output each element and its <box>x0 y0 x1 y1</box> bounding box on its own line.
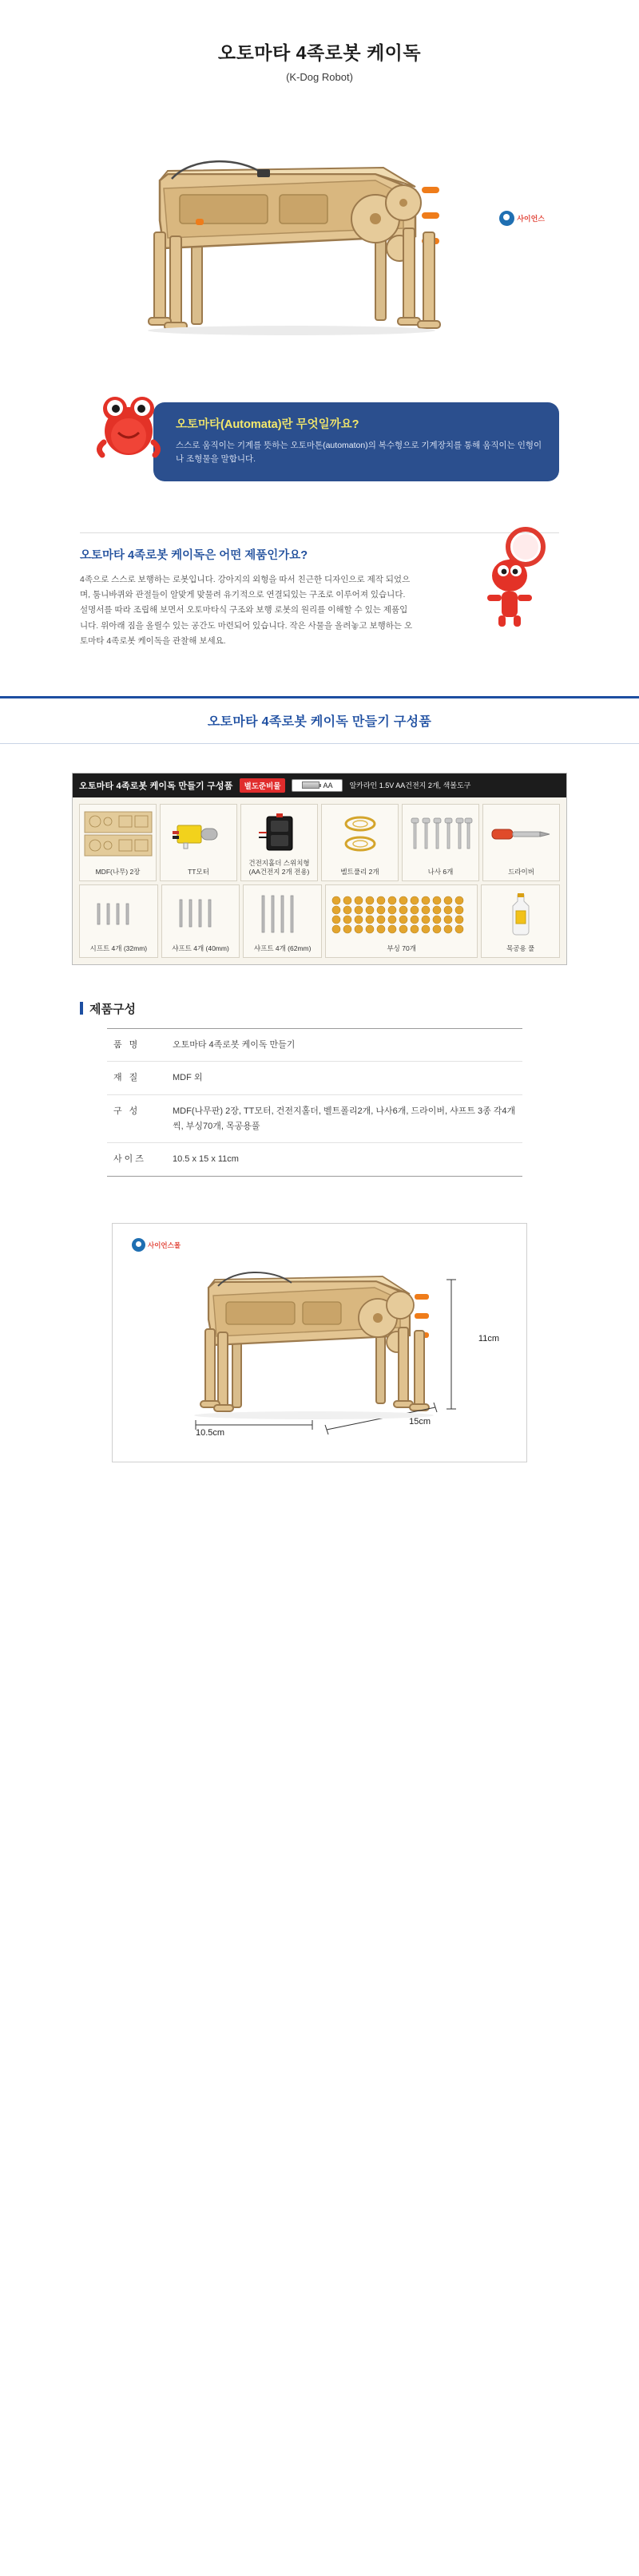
brand-watermark <box>132 1238 181 1252</box>
part-caption: TT모터 <box>188 868 209 876</box>
hero-product-photo <box>0 101 639 340</box>
section-banner-wrap <box>0 696 639 744</box>
part-caption: 벨트풀리 2개 <box>340 868 379 876</box>
robot-dimension-illustration <box>113 1224 526 1462</box>
product-intro-body: 4족으로 스스로 보행하는 로봇입니다. 강아지의 외형을 따서 친근한 디자인으로 제작 되었으며, 툼니바퀴와 관절들이 알맞게 맞물려 유기적으로 연결되있는 구조로 이루어져 있습니다. 설명서를 따라 조립해 보면서 오토마타식 구조와 보행 로봇의 원리를 이해할 수 있는 제품입니다. 위아래 짐을 올릴수 있는 공간도 마련되어 있습니다. 작은 사물을 올려놓고 보행하는 오토마타 4족로봇 케이독을 관찰해 보세요. <box>80 574 413 647</box>
page-title-block <box>0 0 639 83</box>
frog-mascot-icon <box>94 385 163 461</box>
part-caption: 샤프트 4개 (40mm) <box>172 944 229 953</box>
shaft-62-icon <box>249 890 316 940</box>
parts-grid <box>73 797 566 964</box>
spec-table <box>107 1028 522 1177</box>
brand-watermark <box>499 211 545 226</box>
spec-label: 재 질 <box>113 1073 141 1083</box>
section-banner <box>0 696 639 744</box>
product-intro-heading: 오토마타 4족로봇 케이독은 어떤 제품인가요? <box>80 548 308 562</box>
tt-motor-icon <box>173 809 225 859</box>
spec-label: 품 명 <box>113 1039 141 1050</box>
footer-spacer <box>0 1462 639 1534</box>
part-cell-screwdriver <box>482 804 560 881</box>
dimension-width-label: 15cm <box>409 1417 431 1427</box>
battery-chip <box>292 779 343 792</box>
magnifier-icon <box>132 1238 145 1252</box>
spec-title-label: 제품구성 <box>89 1002 136 1016</box>
part-cell-shaft-40 <box>161 884 240 958</box>
spec-value: 10.5 x 15 x 11cm <box>173 1154 239 1165</box>
battery-holder-icon <box>256 809 304 859</box>
part-cell-shaft-62 <box>243 884 322 958</box>
dimension-height-label: 11cm <box>478 1334 499 1344</box>
automata-info-section <box>80 402 559 481</box>
part-caption: 시프트 4개 (32mm) <box>89 944 148 953</box>
part-caption: 샤프트 4개 (62mm) <box>253 944 312 953</box>
part-cell-mdf <box>79 804 157 881</box>
part-cell-screw <box>402 804 479 881</box>
page-title: 오토마타 4족로봇 케이독 <box>217 42 422 63</box>
table-row <box>107 1028 522 1062</box>
spec-section <box>80 1000 559 1177</box>
bushing-icon <box>330 890 474 940</box>
belt-pulley-icon <box>336 809 384 859</box>
part-caption: 목공용 풀 <box>506 944 535 953</box>
part-caption: 드라이버 <box>508 868 534 876</box>
part-cell-shaft-32 <box>79 884 158 958</box>
parts-table-tag: 별도준비물 <box>240 778 286 793</box>
magnifier-man-icon <box>463 526 559 630</box>
glue-bottle-icon <box>503 890 538 940</box>
part-cell-glue <box>481 884 560 958</box>
product-intro-section <box>80 523 559 650</box>
magnifier-icon <box>499 211 514 226</box>
parts-row <box>77 883 562 960</box>
part-cell-bushing <box>325 884 478 958</box>
part-cell-belt-pulley <box>321 804 399 881</box>
automata-info-bubble <box>153 402 559 481</box>
dimension-photo <box>112 1223 527 1462</box>
parts-table <box>72 773 567 965</box>
spec-value: 오토마타 4족로봇 케이독 만들기 <box>173 1039 296 1050</box>
part-caption: 건전지홀더 스위치형 (AA건전지 2개 전용) <box>248 858 310 876</box>
automata-body: 스스로 움직이는 기계를 뜻하는 오토마톤(automaton)의 복수형으로 기계장치를 통해 움직이는 인형이나 조형물을 말합니다. <box>176 441 542 465</box>
spec-label: 사이즈 <box>113 1154 146 1165</box>
screw-icon <box>407 809 475 859</box>
parts-table-title: 오토마타 4족로봇 케이독 만들기 구성품 <box>79 781 233 791</box>
spec-value: MDF 외 <box>173 1073 203 1083</box>
screwdriver-icon <box>490 809 553 859</box>
spec-label: 구 성 <box>113 1106 141 1117</box>
table-row <box>107 1062 522 1095</box>
part-caption: 부싱 70개 <box>387 944 416 953</box>
part-caption: 나사 6개 <box>427 868 454 876</box>
section-banner-label: 오토마타 4족로봇 케이독 만들기 구성품 <box>207 714 432 729</box>
spec-title <box>80 1000 559 1017</box>
battery-icon <box>302 782 320 789</box>
battery-label: AA <box>323 781 333 789</box>
part-cell-battery-holder <box>240 804 318 881</box>
title-accent-bar <box>80 1002 83 1015</box>
parts-row <box>77 802 562 883</box>
parts-table-header <box>73 774 566 797</box>
part-cell-motor <box>160 804 237 881</box>
table-row <box>107 1143 522 1177</box>
table-row <box>107 1095 522 1143</box>
part-caption: MDF(나무) 2장 <box>95 868 141 876</box>
spec-value: MDF(나무판) 2장, TT모터, 건전지홀더, 벨트폴리2개, 나사6개, 드라이버, 샤프트 3종 각4개씩, 부싱70개, 목공용풀 <box>173 1106 516 1131</box>
brand-name: 사이언스 <box>517 215 545 223</box>
mdf-board-icon <box>84 809 153 859</box>
page-subtitle: (K-Dog Robot) <box>286 71 353 83</box>
dimension-depth-label: 10.5cm <box>196 1428 225 1438</box>
shaft-40-icon <box>169 890 232 940</box>
shaft-32-icon <box>86 890 150 940</box>
automata-heading: 오토마타(Automata)란 무엇일까요? <box>176 418 359 431</box>
brand-name: 사이언스몰 <box>148 1241 181 1249</box>
battery-note: 알카라인 1.5V AA건전지 2개, 색볼도구 <box>349 782 471 790</box>
